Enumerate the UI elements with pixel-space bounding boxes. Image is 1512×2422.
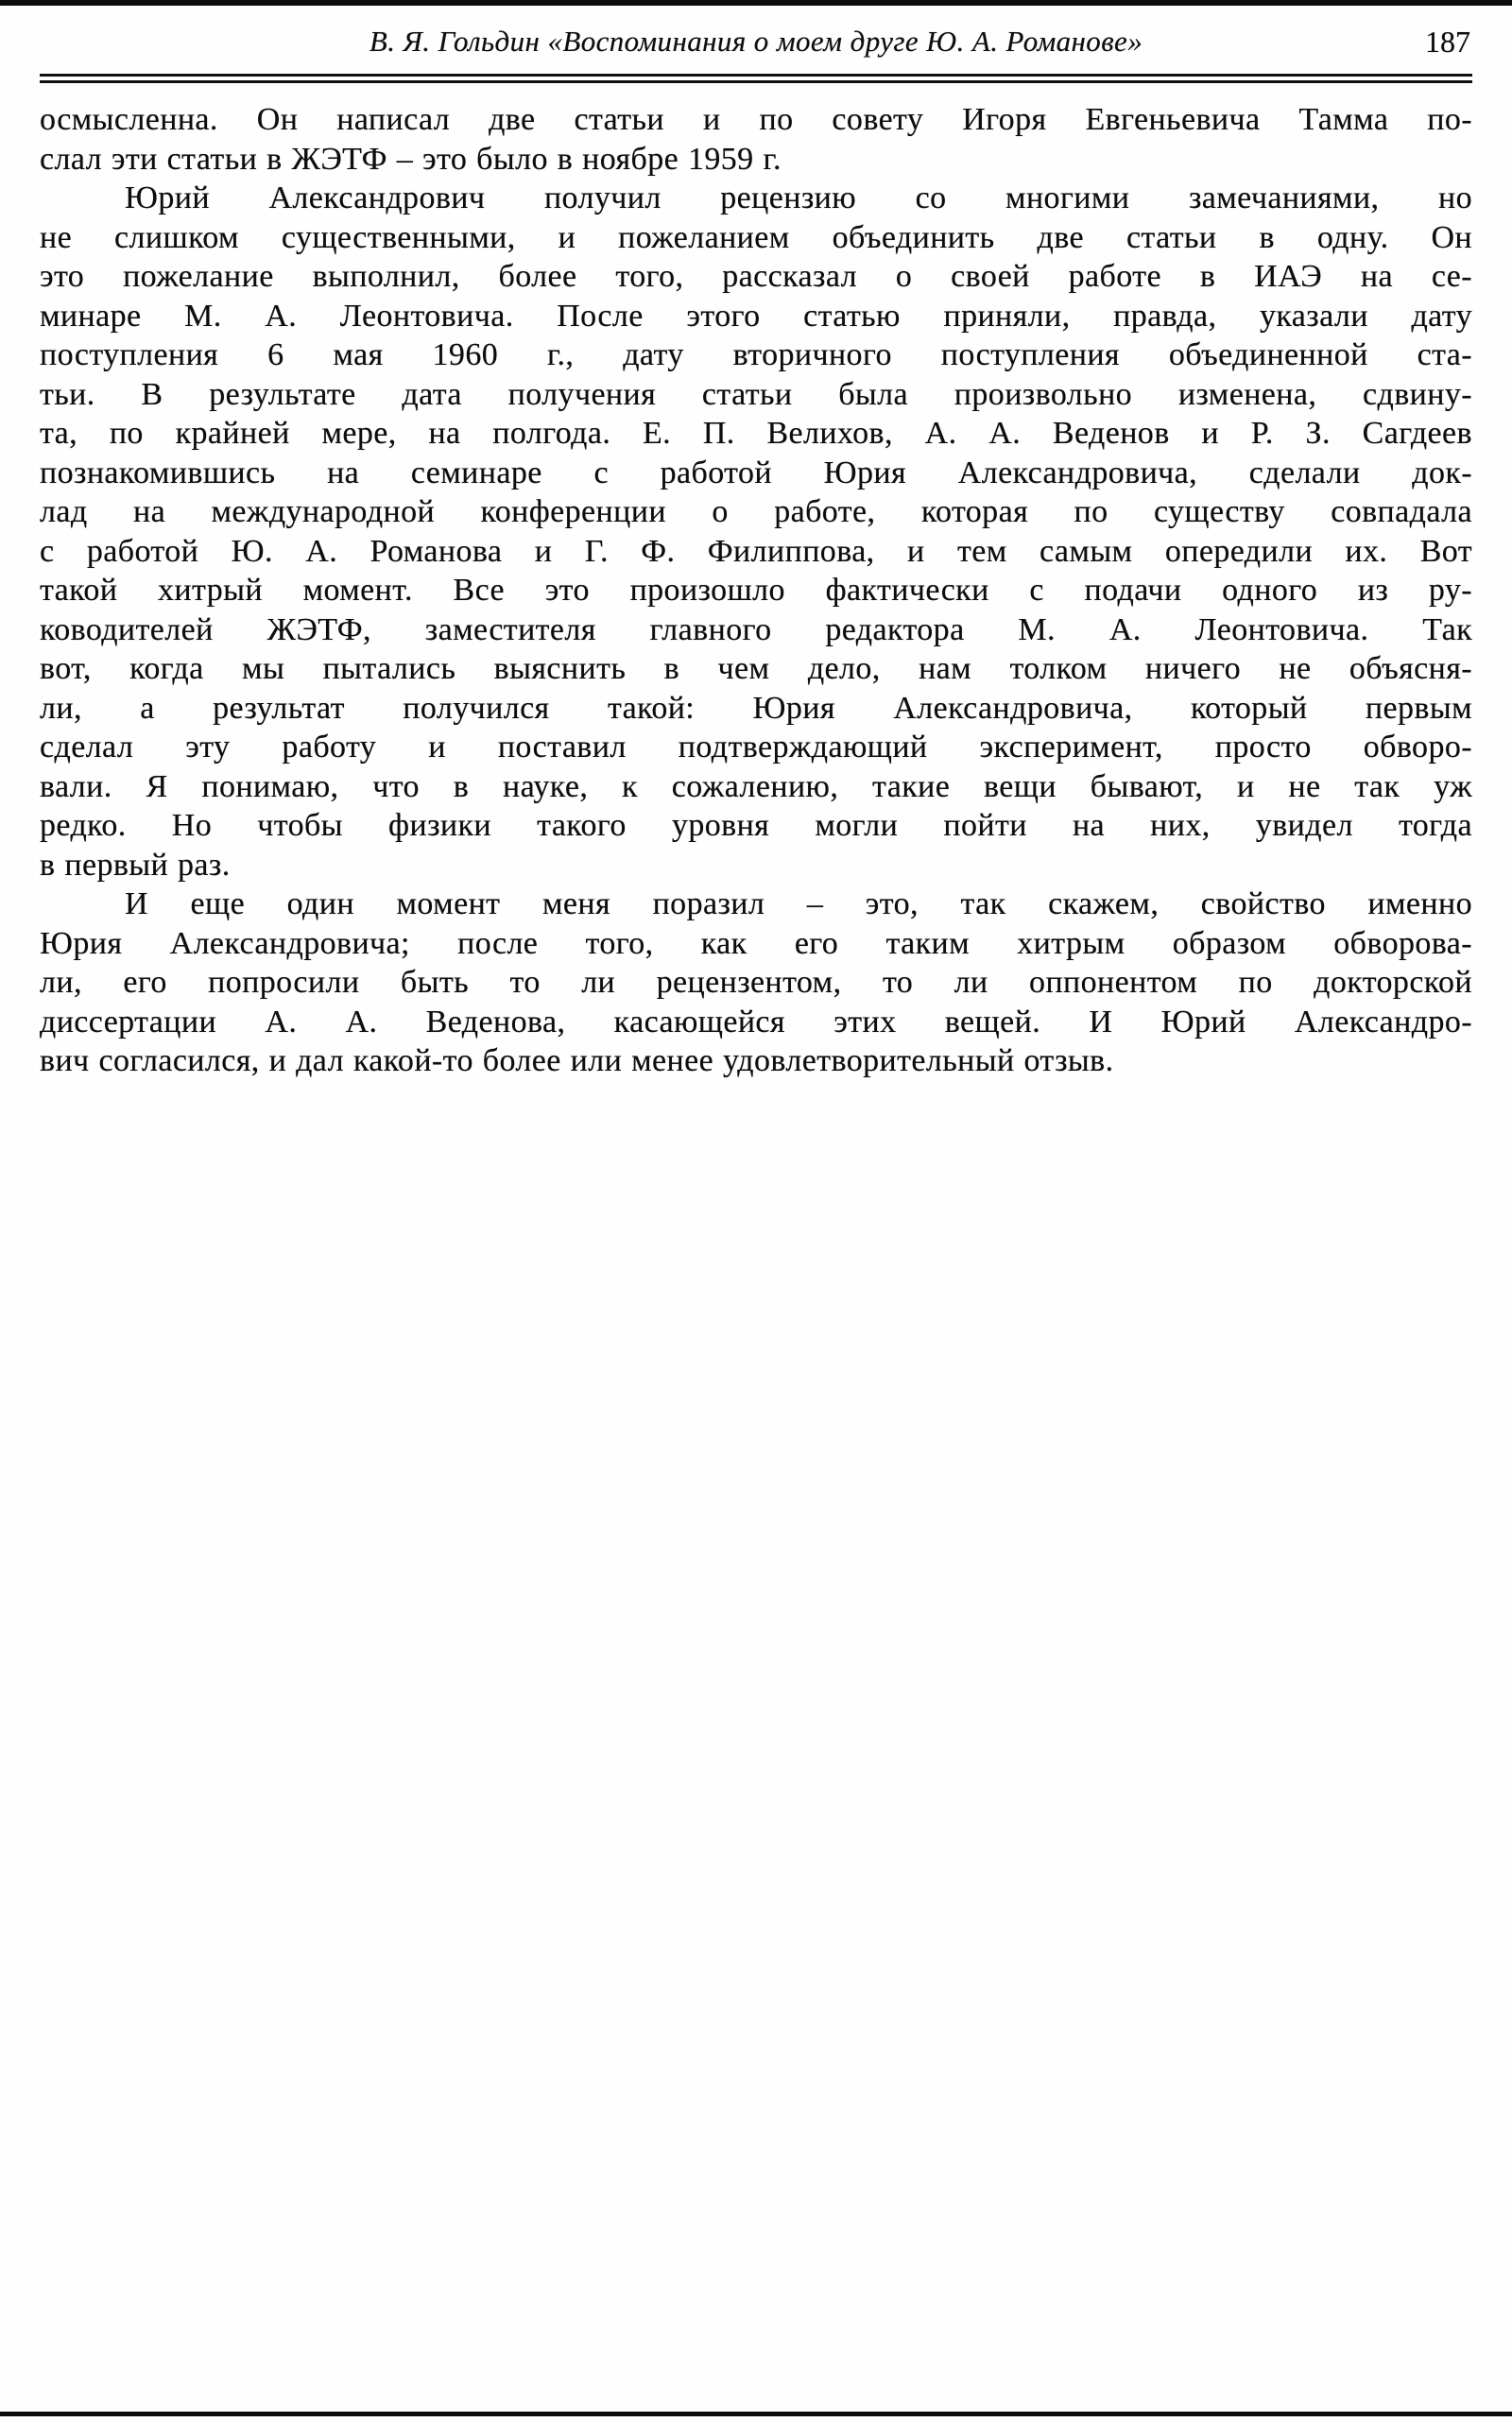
scan-edge-top [0,0,1512,6]
text-line: такой хитрый момент. Все это произошло фактически с подачи одного из ру- [40,573,1472,608]
text-line: сделал эту работу и поставил подтверждающий эксперимент, просто обворо- [40,730,1472,764]
header-rule [40,74,1472,83]
text-line: вот, когда мы пытались выяснить в чем дело, нам толком ничего не объясня- [40,651,1472,686]
text-line: не слишком существенными, и пожеланием объединить две статьи в одну. Он [40,219,1472,255]
text-line: лад на международной конференции о работе, которая по существу совпадала [40,494,1472,529]
text-line: с работой Ю. А. Романова и Г. Ф. Филиппова, и тем самым опередили их. Вот [40,533,1472,569]
text-line: слал эти статьи в ЖЭТФ – это было в ноябре 1959 г. [40,141,782,177]
text-line: ли, его попросили быть то ли рецензентом, то ли оппонентом по докторской [40,965,1472,1000]
text-line: тьи. В результате дата получения статьи была произвольно изменена, сдвину- [40,376,1472,412]
text-line: минаре М. А. Леонтовича. После этого статью приняли, правда, указали дату [40,298,1472,334]
body-text [40,100,1472,1081]
text-line: вич согласился, и дал какой-то более или менее удовлетворительный отзыв. [40,1043,1114,1078]
running-title: В. Я. Гольдин «Воспоминания о моем друге Ю. А. Романове» [369,25,1143,58]
text-line: поступления 6 мая 1960 г., дату вторичного поступления объединенной ста- [40,337,1472,372]
text-line: та, по крайней мере, на полгода. Е. П. Велихов, А. А. Веденов и Р. З. Сагдеев [40,416,1472,451]
text-line: диссертации А. А. Веденова, касающейся этих вещей. И Юрий Александро- [40,1004,1472,1039]
scan-edge-bottom [0,2412,1512,2416]
text-line: Юрия Александровича; после того, как его таким хитрым образом обворова- [40,925,1472,961]
text-line: познакомившись на семинаре с работой Юрия Александровича, сделали док- [40,455,1472,490]
paragraph [40,100,1472,179]
text-line: ководителей ЖЭТФ, заместителя главного редактора М. А. Леонтовича. Так [40,611,1472,647]
paragraph [40,179,1472,885]
text-line: это пожелание выполнил, более того, рассказал о своей работе в ИАЭ на се- [40,259,1472,294]
page-number: 187 [1425,25,1470,59]
text-line: И еще один момент меня поразил – это, так скажем, свойство именно [125,886,1472,921]
text-line: Юрий Александрович получил рецензию со многими замечаниями, но [125,180,1472,215]
text-line: вали. Я понимаю, что в науке, к сожалению, такие вещи бывают, и не так уж [40,768,1472,804]
paragraph [40,885,1472,1081]
text-line: ли, а результат получился такой: Юрия Александровича, который первым [40,690,1472,726]
page-header [40,21,1472,62]
text-line: в первый раз. [40,847,231,883]
text-line: осмысленна. Он написал две статьи и по совету Игоря Евгеньевича Тамма по- [40,102,1472,137]
text-line: редко. Но чтобы физики такого уровня могли пойти на них, увидел тогда [40,808,1472,843]
